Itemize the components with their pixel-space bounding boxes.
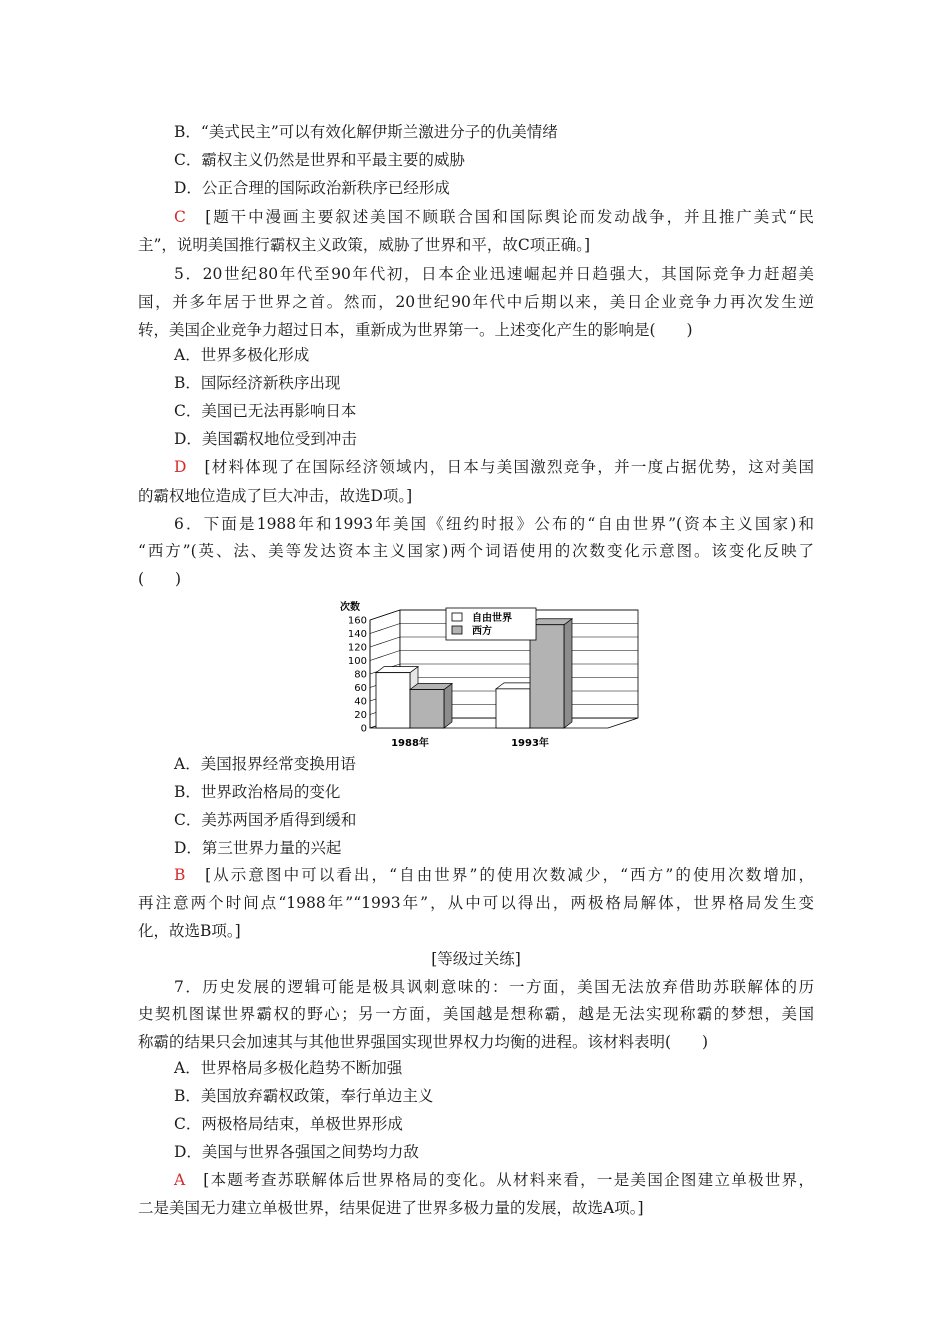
q4-explanation-line2: 主”，说明美国推行霸权主义政策，威胁了世界和平，故C项正确。]	[138, 236, 591, 254]
bar-side	[564, 619, 572, 728]
q5-option-a: A．世界多极化形成	[174, 346, 310, 364]
y-tick-label: 140	[347, 629, 367, 640]
usage-bar-chart	[338, 598, 644, 750]
q6-explanation-line1: B [从示意图中可以看出，“自由世界”的使用次数减少，“西方”的使用次数增加，	[174, 866, 814, 884]
q4-option-c: C．霸权主义仍然是世界和平最主要的威胁	[174, 151, 465, 169]
legend-label: 西方	[472, 626, 492, 637]
q7-explanation-line2: 二是美国无力建立单极世界，结果促进了世界多极力量的发展，故选A项。]	[138, 1199, 644, 1217]
bar-自由世界-1988年	[376, 673, 410, 728]
legend-swatch	[452, 626, 462, 634]
q7-stem-line3: 称霸的结果只会加速其与其他世界强国实现世界权力均衡的进程。该材料表明( )	[138, 1033, 709, 1051]
q6-stem-line2: “西方”(英、法、美等发达资本主义国家)两个词语使用的次数变化示意图。该变化反映了	[138, 542, 814, 560]
y-tick-label: 120	[347, 642, 367, 654]
bar-side	[444, 684, 452, 728]
q6-option-b: B．世界政治格局的变化	[174, 783, 341, 801]
q5-option-b: B．国际经济新秩序出现	[174, 374, 341, 392]
y-axis-label: 次数	[340, 602, 360, 613]
q6-option-a: A．美国报界经常变换用语	[174, 755, 356, 773]
q4-explanation-line1: C [题干中漫画主要叙述美国不顾联合国和国际舆论而发动战争，并且推广美式“民	[174, 208, 814, 226]
y-tick-label: 0	[360, 723, 367, 735]
bar-top	[376, 667, 418, 673]
q6-stem-line1: 6．下面是1988年和1993年美国《纽约时报》公布的“自由世界”(资本主义国家)和	[174, 515, 814, 533]
q6-option-c: C．美苏两国矛盾得到缓和	[174, 811, 357, 829]
y-tick-label: 160	[347, 615, 367, 627]
q7-explanation-line1: A [本题考查苏联解体后世界格局的变化。从材料来看，一是美国企图建立单极世界，	[174, 1171, 814, 1189]
section-title: [等级过关练]	[431, 950, 521, 968]
q5-stem-line3: 转，美国企业竞争力超过日本，重新成为世界第一。上述变化产生的影响是( )	[138, 321, 693, 339]
q6-answer: B	[174, 866, 186, 884]
q4-answer: C	[174, 208, 186, 226]
y-tick-label: 60	[354, 683, 367, 694]
q7-stem-line1: 7．历史发展的逻辑可能是极具讽刺意味的：一方面，美国无法放弃借助苏联解体的历	[174, 978, 814, 996]
q6-explanation-line3: 化，故选B项。]	[138, 922, 241, 940]
x-category-label: 1993年	[511, 738, 549, 749]
q6-stem-line3: ( )	[138, 570, 182, 588]
y-tick-label: 80	[354, 669, 367, 681]
legend-label: 自由世界	[472, 613, 512, 624]
y-tick-label: 20	[354, 710, 367, 721]
legend-swatch	[452, 613, 462, 621]
q6-explanation-line2: 再注意两个时间点“1988年”“1993年”，从中可以得出，两极格局解体，世界格局发生变	[138, 894, 814, 912]
bar-西方-1988年	[410, 690, 444, 728]
bar-自由世界-1993年	[496, 689, 530, 728]
y-tick-label: 40	[354, 696, 367, 708]
q7-option-b: B．美国放弃霸权政策，奉行单边主义	[174, 1087, 434, 1105]
q5-stem-line1: 5．20世纪80年代至90年代初，日本企业迅速崛起并日趋强大，其国际竞争力赶超美	[174, 265, 814, 283]
q7-option-d: D．美国与世界各强国之间势均力敌	[174, 1143, 419, 1161]
q5-explanation-line1: D [材料体现了在国际经济领域内，日本与美国激烈竞争，并一度占据优势，这对美国	[174, 458, 814, 476]
chart-legend	[446, 608, 536, 640]
q4-option-d: D．公正合理的国际政治新秩序已经形成	[174, 179, 450, 197]
q7-answer: A	[174, 1171, 186, 1189]
bar-top	[410, 684, 452, 690]
q7-option-a: A．世界格局多极化趋势不断加强	[174, 1059, 403, 1077]
q5-stem-line2: 国，并多年居于世界之首。然而，20世纪90年代中后期以来，美日企业竞争力再次发生逆	[138, 293, 814, 311]
q4-option-b: B．“美式民主”可以有效化解伊斯兰激进分子的仇美情绪	[174, 123, 558, 141]
q6-option-d: D．第三世界力量的兴起	[174, 839, 342, 857]
y-tick-label: 100	[347, 656, 367, 667]
q5-option-c: C．美国已无法再影响日本	[174, 402, 357, 420]
q5-option-d: D．美国霸权地位受到冲击	[174, 430, 357, 448]
q7-stem-line2: 史契机图谋世界霸权的野心；另一方面，美国越是想称霸，越是无法实现称霸的梦想，美国	[138, 1005, 814, 1023]
x-category-label: 1988年	[391, 738, 429, 749]
q5-explanation-line2: 的霸权地位造成了巨大冲击，故选D项。]	[138, 487, 413, 505]
q5-answer: D	[174, 458, 187, 476]
q7-option-c: C．两极格局结束，单极世界形成	[174, 1115, 403, 1133]
